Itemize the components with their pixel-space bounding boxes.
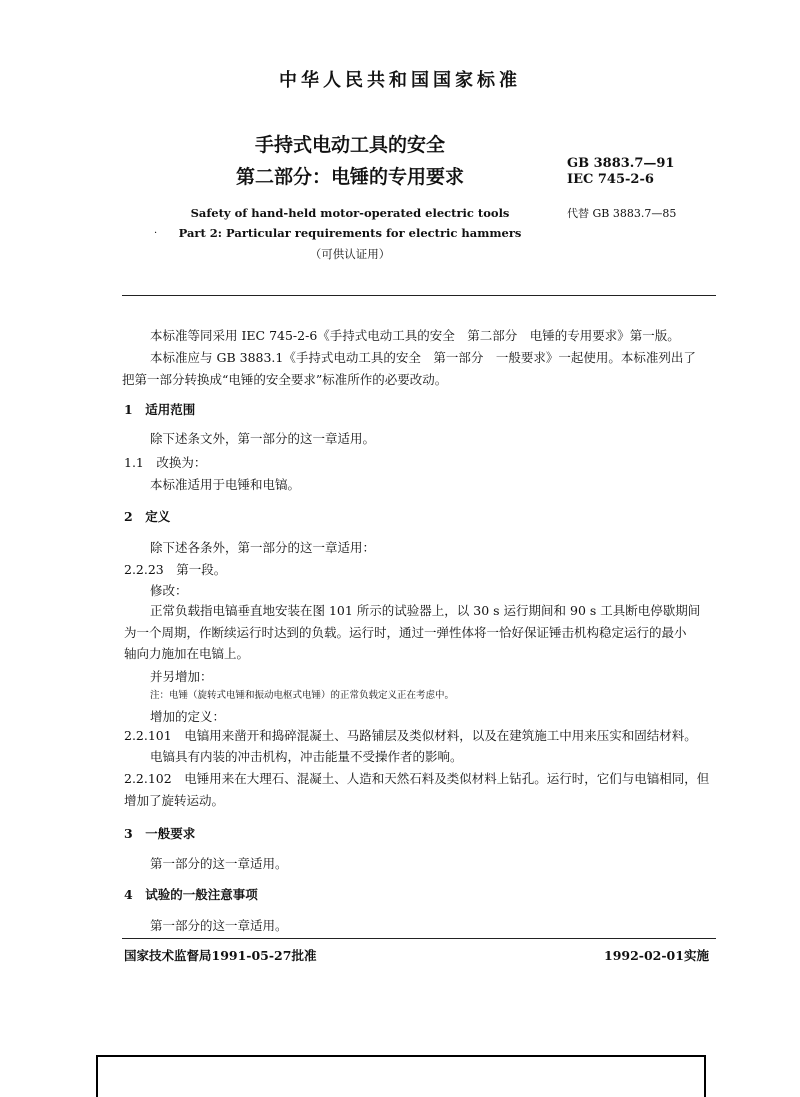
- also-add-label: 并另增加：: [150, 669, 213, 684]
- approval-date: 国家技术监督局1991-05-27批准: [124, 948, 317, 963]
- section-4-text: 第一部分的这一章适用。: [150, 918, 288, 933]
- added-definitions-label: 增加的定义：: [150, 709, 226, 724]
- normal-load-line-2: 为一个周期，作断续运行时达到的负载。运行时，通过一弹性体将一恰好保证锤击机构稳定运行的最小: [124, 625, 687, 640]
- section-3-text: 第一部分的这一章适用。: [150, 856, 288, 871]
- note-text: 注：电锤（旋转式电锤和振动电枢式电锤）的正常负载定义正在考虑中。: [150, 690, 455, 701]
- section-2-heading: 2 定义: [124, 509, 171, 524]
- certification-note: （可供认证用）: [309, 247, 391, 261]
- normal-load-line-3: 轴向力施加在电镐上。: [124, 646, 250, 661]
- effective-date: 1992-02-01实施: [604, 948, 709, 963]
- title-line-1: 手持式电动工具的安全: [254, 134, 445, 156]
- section-2-2-23-label: 2.2.23 第一段。: [124, 562, 227, 577]
- english-title-line-2: Part 2: Particular requirements for electric hammers: [178, 226, 522, 240]
- section-3-heading: 3 一般要求: [124, 826, 196, 841]
- document-header: 中华人民共和国国家标准: [279, 70, 521, 91]
- definition-2-2-102-line-1: 2.2.102 电锤用来在大理石、混凝土、人造和天然石料及类似材料上钻孔。运行时，它们与电镐相同，但: [124, 771, 710, 786]
- title-line-2: 第二部分：电锤的专用要求: [235, 166, 464, 188]
- section-1-text: 除下述条文外，第一部分的这一章适用。: [150, 431, 376, 446]
- section-1-1-label: 1.1 改换为：: [124, 455, 207, 470]
- section-1-1-text: 本标准适用于电锤和电镐。: [150, 477, 301, 492]
- normal-load-line-1: 正常负载指电镐垂直地安装在图 101 所示的试验器上，以 30 s 运行期间和 90 s 工具断电停歇期间: [150, 603, 701, 618]
- intro-line-2: 本标准应与 GB 3883.1《手持式电动工具的安全 第一部分 一般要求》一起使用。本标准列出了: [150, 350, 696, 365]
- definition-2-2-101-cont: 电镐具有内装的冲击机构，冲击能量不受操作者的影响。: [150, 749, 463, 764]
- english-title-line-1: Safety of hand-held motor-operated electric tools: [190, 206, 510, 220]
- standard-number: GB 3883.7—91: [567, 156, 675, 171]
- modify-label: 修改：: [150, 583, 188, 598]
- intro-line-1: 本标准等同采用 IEC 745-2-6《手持式电动工具的安全 第二部分 电锤的专用要求》第一版。: [150, 328, 680, 343]
- section-2-text: 除下述各条外，第一部分的这一章适用：: [150, 540, 376, 555]
- iec-number: IEC 745-2-6: [567, 172, 654, 187]
- stray-dot: ·: [154, 228, 158, 239]
- definition-2-2-101: 2.2.101 电镐用来凿开和捣碎混凝土、马路铺层及类似材料，以及在建筑施工中用来压实和固结材料。: [124, 728, 697, 743]
- footer-rule: [122, 938, 716, 939]
- section-4-heading: 4 试验的一般注意事项: [124, 887, 258, 902]
- replaces-standard: 代替 GB 3883.7—85: [567, 207, 677, 220]
- section-1-heading: 1 适用范围: [124, 402, 196, 417]
- definition-2-2-102-line-2: 增加了旋转运动。: [124, 793, 225, 808]
- top-rule: [122, 295, 716, 296]
- intro-line-3: 把第一部分转换成“电锤的安全要求”标准所作的必要改动。: [122, 372, 448, 387]
